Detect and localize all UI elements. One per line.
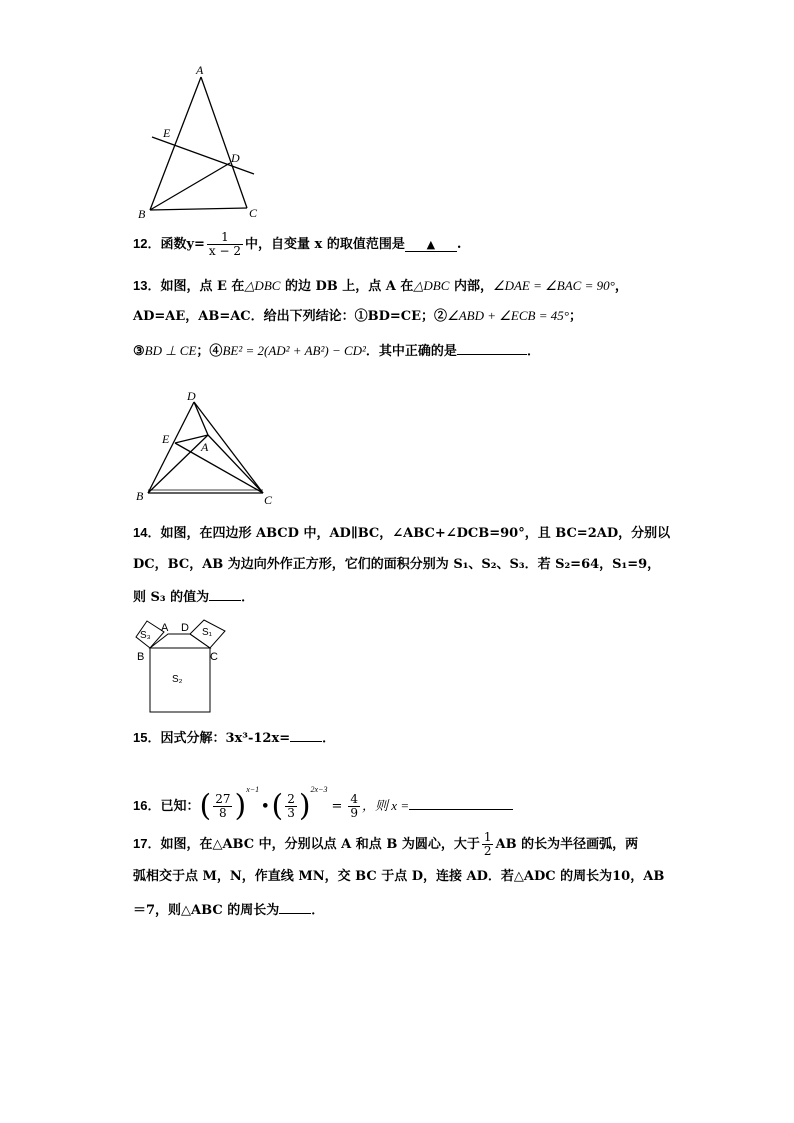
q13-end: ．	[526, 344, 540, 359]
q13-angle-formula: ∠DAE = ∠BAC = 90°	[492, 278, 615, 293]
fraction-1-2	[482, 831, 494, 858]
answer-blank[interactable]	[209, 588, 241, 601]
q17-text: 如图，在△ABC 中，分别以点 A 和点 B 为圆心，大于	[160, 837, 480, 852]
question-15	[133, 729, 663, 747]
question-17-line2	[133, 868, 663, 885]
q14-end: ．	[241, 590, 255, 605]
q16-text: ，则 x =	[362, 798, 410, 813]
equals-sign: =	[331, 799, 343, 814]
q16-text: 已知：	[160, 799, 200, 814]
question-13-line3	[133, 342, 663, 360]
question-14-line2	[133, 556, 663, 573]
label-a: A	[201, 440, 209, 454]
answer-blank[interactable]	[409, 797, 513, 810]
figure-squares	[130, 615, 235, 715]
q13-triangle: △DBC	[244, 278, 281, 293]
label-c: C	[249, 206, 258, 220]
label-c: C	[264, 493, 273, 507]
fraction-denominator: 2	[483, 844, 492, 858]
fraction-numerator: 4	[350, 792, 359, 806]
question-14-line3	[133, 588, 663, 606]
label-a: A	[161, 622, 169, 634]
q14-text: 则 S₃ 的值为	[133, 590, 210, 605]
fraction-denominator: 3	[287, 806, 295, 820]
question-12	[133, 231, 663, 258]
segment-ba	[148, 435, 208, 493]
segment-bd	[150, 163, 230, 210]
q17-text: AB 的长为半径画弧，两	[495, 837, 639, 852]
answer-blank[interactable]: ▲	[405, 239, 457, 252]
q17-end: ．	[311, 903, 325, 918]
segment-ac	[208, 435, 263, 493]
fraction-2-3	[285, 793, 297, 820]
q13-perp-formula: BD ⊥ CE	[144, 343, 197, 358]
q12-prefix: 函数y=	[160, 237, 205, 252]
figure-triangle-abc	[130, 60, 265, 225]
left-paren: (	[271, 788, 284, 824]
trapezoid-abcd	[150, 634, 210, 648]
label-b: B	[138, 207, 146, 221]
question-number: 13．	[133, 278, 161, 293]
q12-end: .	[456, 237, 462, 252]
answer-blank[interactable]	[279, 901, 311, 914]
q13-triangle: △DBC	[413, 278, 450, 293]
label-s1: S₁	[202, 627, 213, 638]
q13-text: AD=AE，AB=AC．给出下列结论：①BD=CE；②	[133, 309, 448, 324]
left-paren: (	[199, 788, 212, 824]
q14-text: DC，BC，AB 为边向外作正方形，它们的面积分别为 S₁、S₂、S₃．若 S₂=64，S₁=9，	[133, 557, 661, 572]
exponent: 2x−3	[310, 785, 328, 794]
label-s3: S₃	[140, 630, 151, 641]
q13-formula: BE² = 2(AD² + AB²) − CD²	[222, 343, 366, 358]
segment-ec	[175, 443, 263, 493]
label-d: D	[231, 151, 240, 165]
q13-text: 的边 DB 上，点 A 在	[280, 279, 414, 294]
segment-ac	[201, 77, 247, 208]
question-number: 12．	[133, 236, 161, 251]
exponent: x−1	[246, 785, 260, 794]
fraction-numerator: 2	[287, 792, 295, 806]
answer-blank[interactable]	[457, 342, 527, 355]
q13-angle-formula: ∠ABD + ∠ECB = 45°	[447, 308, 569, 323]
question-17	[133, 828, 663, 860]
q15-end: ．	[322, 731, 336, 746]
label-e: E	[162, 432, 170, 446]
fraction-denominator: x − 2	[208, 244, 242, 258]
question-13	[133, 277, 663, 295]
segment-ab	[150, 77, 201, 210]
q13-text: ③	[133, 344, 145, 359]
segment-bc	[150, 208, 247, 210]
q15-text: 因式分解：3x³-12x=	[160, 731, 291, 746]
label-b: B	[136, 489, 144, 503]
label-a: A	[196, 63, 204, 77]
label-c: C	[210, 651, 218, 663]
question-14	[133, 524, 671, 542]
question-13-line2	[133, 307, 663, 325]
question-16	[133, 768, 663, 824]
fraction-numerator: 1	[483, 830, 492, 844]
question-number: 14．	[133, 525, 161, 540]
q13-text: ；	[568, 309, 582, 324]
q14-text: 如图，在四边形 ABCD 中，AD∥BC，∠ABC+∠DCB=90°，且 BC=2AD，分别以	[160, 526, 671, 541]
question-number: 15．	[133, 730, 161, 745]
fraction-4-9	[348, 793, 360, 820]
fraction-denominator: 9	[350, 806, 359, 820]
figure-triangle-dbc	[133, 385, 283, 510]
label-d: D	[187, 389, 196, 403]
question-number: 16．	[133, 798, 161, 813]
label-b: B	[137, 651, 145, 663]
q17-text: ＝7，则△ABC 的周长为	[133, 903, 280, 918]
fraction-denominator: 8	[219, 806, 227, 820]
segment-db	[148, 402, 194, 493]
multiply-dot: •	[261, 799, 270, 814]
q13-text: ，	[614, 279, 628, 294]
fraction	[207, 231, 243, 258]
label-e: E	[163, 126, 171, 140]
right-paren: )	[234, 788, 247, 824]
fraction-numerator: 27	[215, 792, 231, 806]
fraction-27-8	[213, 793, 232, 820]
answer-blank[interactable]	[290, 729, 322, 742]
label-d: D	[181, 622, 189, 634]
question-number: 17．	[133, 836, 161, 851]
question-17-line3	[133, 901, 663, 919]
q17-text: 弧相交于点 M，N，作直线 MN，交 BC 于点 D，连接 AD．若△ADC 的周长为10，AB	[133, 869, 665, 884]
q13-text: ；④	[196, 344, 223, 359]
right-paren: )	[298, 788, 311, 824]
q13-text: ．其中正确的是	[365, 344, 457, 359]
q12-text: 中，自变量 x 的取值范围是	[245, 237, 405, 252]
q13-text: 如图，点 E 在	[160, 279, 245, 294]
fraction-numerator: 1	[207, 231, 243, 245]
label-s2: S₂	[172, 674, 183, 685]
q13-text: 内部，	[449, 279, 493, 294]
